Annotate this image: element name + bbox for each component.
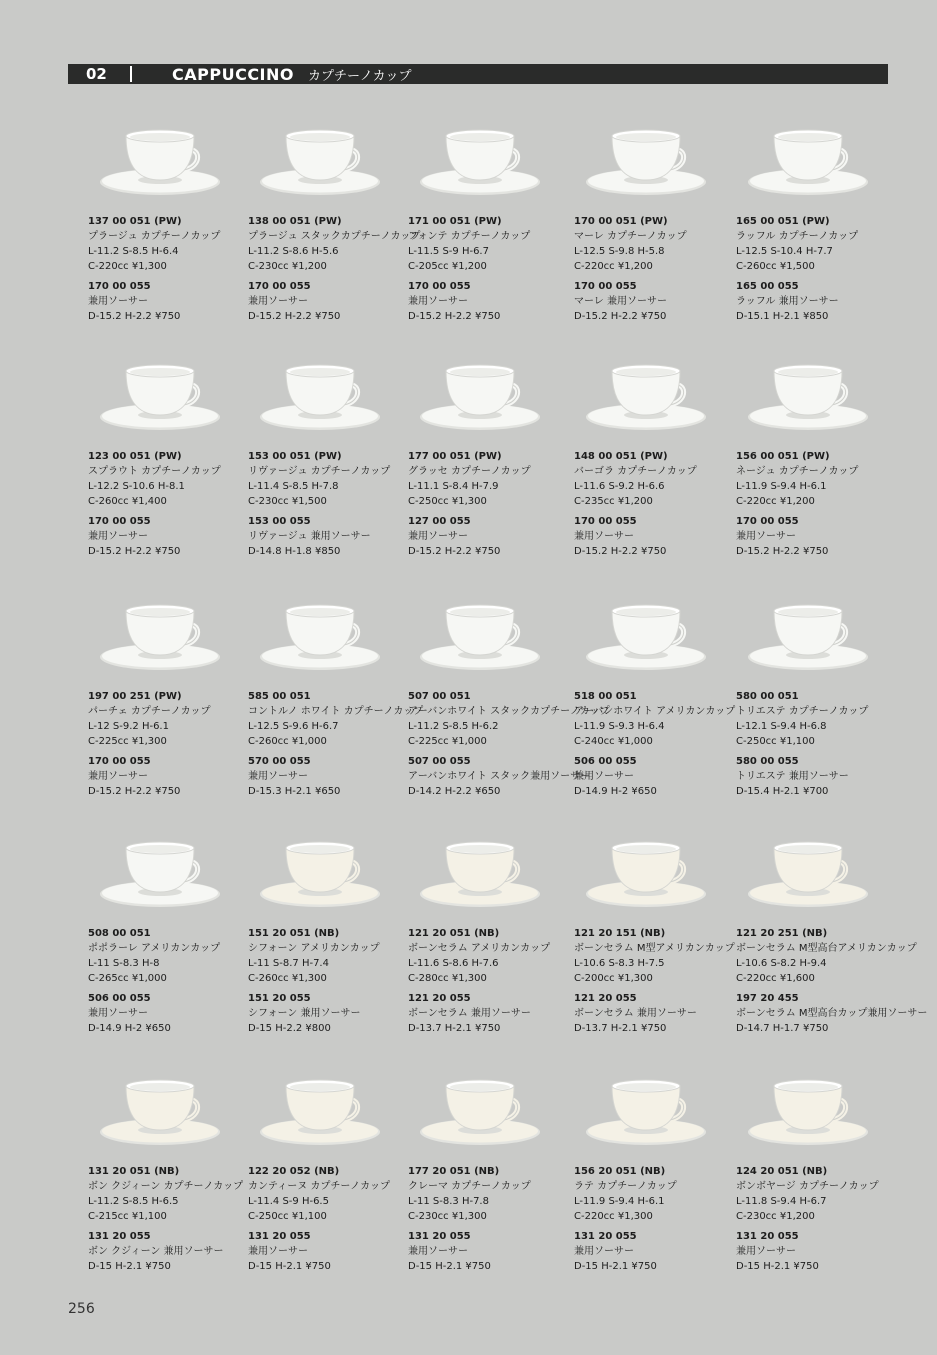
cup-capacity-price: C-230cc ¥1,500 (248, 496, 327, 507)
cup-capacity-price: C-220cc ¥1,200 (736, 496, 815, 507)
saucer-dimensions-price: D-15.2 H-2.2 ¥750 (88, 546, 181, 557)
cup-code: 148 00 051 (PW) (574, 451, 668, 462)
cup-capacity-price: C-260cc ¥1,500 (736, 261, 815, 272)
cup-code: 121 20 051 (NB) (408, 928, 500, 939)
cup-saucer-image (416, 118, 544, 208)
cup-name: アーバンホワイト アメリカンカップ (574, 706, 736, 717)
product-item (736, 353, 904, 573)
saucer-code: 131 20 055 (88, 1231, 151, 1242)
saucer-dimensions-price: D-15.2 H-2.2 ¥750 (408, 546, 501, 557)
product-item (736, 830, 928, 1050)
cup-dimensions: L-10.6 S-8.3 H-7.5 (574, 958, 665, 969)
cup-name: バーゴラ カプチーノカップ (574, 466, 697, 477)
saucer-dimensions-price: D-15.2 H-2.2 ¥750 (574, 546, 667, 557)
cup-capacity-price: C-265cc ¥1,000 (88, 973, 167, 984)
cup-dimensions: L-12.2 S-10.6 H-8.1 (88, 481, 185, 492)
saucer-dimensions-price: D-15.4 H-2.1 ¥700 (736, 786, 829, 797)
product-info (736, 689, 904, 799)
product-item (248, 353, 416, 573)
product-info (736, 926, 928, 1036)
saucer-dimensions-price: D-15.3 H-2.1 ¥650 (248, 786, 341, 797)
product-image (582, 830, 710, 920)
product-item (574, 118, 742, 338)
product-item (408, 1068, 576, 1288)
saucer-dimensions-price: D-15 H-2.1 ¥750 (574, 1261, 657, 1272)
saucer-code: 131 20 055 (408, 1231, 471, 1242)
saucer-code: 170 00 055 (248, 281, 311, 292)
product-info (574, 689, 742, 799)
cup-code: 165 00 051 (PW) (736, 216, 830, 227)
cup-code: 138 00 051 (PW) (248, 216, 342, 227)
cup-capacity-price: C-240cc ¥1,000 (574, 736, 653, 747)
product-info (408, 449, 576, 559)
product-info (574, 926, 742, 1036)
saucer-name: 兼用ソーサー (574, 531, 634, 542)
cup-dimensions: L-11 S-8.3 H-7.8 (408, 1196, 489, 1207)
product-info (408, 926, 576, 1036)
product-info (408, 1164, 576, 1274)
cup-saucer-image (416, 830, 544, 920)
cup-saucer-image (256, 593, 384, 683)
cup-dimensions: L-11.6 S-9.2 H-6.6 (574, 481, 665, 492)
cup-code: 170 00 051 (PW) (574, 216, 668, 227)
cup-dimensions: L-11.4 S-9 H-6.5 (248, 1196, 329, 1207)
product-image (416, 593, 544, 683)
saucer-code: 570 00 055 (248, 756, 311, 767)
product-info (248, 449, 416, 559)
product-item (408, 830, 576, 1050)
product-item (736, 118, 904, 338)
saucer-code: 170 00 055 (88, 756, 151, 767)
cup-saucer-image (744, 1068, 872, 1158)
saucer-dimensions-price: D-15.2 H-2.2 ¥750 (408, 311, 501, 322)
cup-dimensions: L-11.2 S-8.5 H-6.4 (88, 246, 179, 257)
product-item (248, 118, 421, 338)
cup-name: アーバンホワイト スタックカプチーノカップ (408, 706, 610, 717)
cup-code: 123 00 051 (PW) (88, 451, 182, 462)
product-item (408, 353, 576, 573)
product-item (88, 830, 256, 1050)
saucer-name: 兼用ソーサー (248, 1246, 308, 1257)
saucer-name: リヴァージュ 兼用ソーサー (248, 531, 371, 542)
product-info (88, 689, 256, 799)
cup-dimensions: L-11.5 S-9 H-6.7 (408, 246, 489, 257)
saucer-code: 165 00 055 (736, 281, 799, 292)
cup-saucer-image (582, 593, 710, 683)
cup-capacity-price: C-205cc ¥1,200 (408, 261, 487, 272)
product-image (416, 118, 544, 208)
cup-capacity-price: C-260cc ¥1,300 (248, 973, 327, 984)
product-grid (88, 118, 928, 1288)
saucer-name: ラッフル 兼用ソーサー (736, 296, 839, 307)
product-info (88, 926, 256, 1036)
saucer-code: 580 00 055 (736, 756, 799, 767)
saucer-name: 兼用ソーサー (248, 771, 308, 782)
section-title-jp: カプチーノカップ (308, 68, 412, 84)
cup-name: ポポラーレ アメリカンカップ (88, 943, 221, 954)
cup-saucer-image (582, 353, 710, 443)
cup-dimensions: L-11.6 S-8.6 H-7.6 (408, 958, 499, 969)
cup-dimensions: L-11.2 S-8.6 H-5.6 (248, 246, 339, 257)
cup-capacity-price: C-225cc ¥1,000 (408, 736, 487, 747)
saucer-name: 兼用ソーサー (408, 296, 468, 307)
cup-code: 121 20 151 (NB) (574, 928, 666, 939)
cup-name: クレーマ カプチーノカップ (408, 1181, 531, 1192)
cup-dimensions: L-12.5 S-10.4 H-7.7 (736, 246, 833, 257)
cup-name: ボーンセラム M型高台アメリカンカップ (736, 943, 917, 954)
saucer-code: 506 00 055 (88, 993, 151, 1004)
cup-name: グラッセ カプチーノカップ (408, 466, 531, 477)
cup-name: ラッフル カプチーノカップ (736, 231, 859, 242)
saucer-dimensions-price: D-14.8 H-1.8 ¥850 (248, 546, 341, 557)
product-info (248, 689, 424, 799)
saucer-dimensions-price: D-14.7 H-1.7 ¥750 (736, 1023, 829, 1034)
cup-saucer-image (416, 1068, 544, 1158)
saucer-code: 507 00 055 (408, 756, 471, 767)
saucer-code: 170 00 055 (574, 516, 637, 527)
product-info (736, 1164, 904, 1274)
product-image (256, 830, 384, 920)
cup-code: 171 00 051 (PW) (408, 216, 502, 227)
saucer-dimensions-price: D-15 H-2.1 ¥750 (408, 1261, 491, 1272)
cup-saucer-image (96, 593, 224, 683)
product-item (736, 593, 904, 813)
cup-name: シフォーン アメリカンカップ (248, 943, 380, 954)
product-image (744, 353, 872, 443)
saucer-dimensions-price: D-15 H-2.1 ¥750 (248, 1261, 331, 1272)
section-title: CAPPUCCINO (172, 64, 294, 84)
product-info (574, 1164, 742, 1274)
product-info (574, 449, 742, 559)
cup-code: 131 20 051 (NB) (88, 1166, 180, 1177)
cup-saucer-image (744, 118, 872, 208)
cup-dimensions: L-11.9 S-9.3 H-6.4 (574, 721, 665, 732)
saucer-dimensions-price: D-15.1 H-2.1 ¥850 (736, 311, 829, 322)
cup-capacity-price: C-220cc ¥1,300 (88, 261, 167, 272)
cup-dimensions: L-11 S-8.7 H-7.4 (248, 958, 329, 969)
product-image (744, 118, 872, 208)
product-image (96, 353, 224, 443)
cup-dimensions: L-11.8 S-9.4 H-6.7 (736, 1196, 827, 1207)
cup-capacity-price: C-220cc ¥1,200 (574, 261, 653, 272)
saucer-dimensions-price: D-15 H-2.1 ¥750 (88, 1261, 171, 1272)
saucer-code: 506 00 055 (574, 756, 637, 767)
cup-saucer-image (416, 353, 544, 443)
cup-code: 156 20 051 (NB) (574, 1166, 666, 1177)
product-image (582, 1068, 710, 1158)
cup-capacity-price: C-280cc ¥1,300 (408, 973, 487, 984)
saucer-code: 131 20 055 (574, 1231, 637, 1242)
cup-saucer-image (744, 353, 872, 443)
saucer-name: ボーンセラム 兼用ソーサー (574, 1008, 697, 1019)
saucer-name: 兼用ソーサー (408, 1246, 468, 1257)
cup-name: パーチェ カプチーノカップ (88, 706, 211, 717)
cup-dimensions: L-12.1 S-9.4 H-6.8 (736, 721, 827, 732)
cup-name: マーレ カプチーノカップ (574, 231, 687, 242)
cup-saucer-image (582, 830, 710, 920)
cup-saucer-image (744, 830, 872, 920)
saucer-dimensions-price: D-15.2 H-2.2 ¥750 (88, 786, 181, 797)
product-image (416, 1068, 544, 1158)
cup-capacity-price: C-260cc ¥1,000 (248, 736, 327, 747)
cup-name: トリエステ カプチーノカップ (736, 706, 869, 717)
cup-code: 508 00 051 (88, 928, 151, 939)
product-info (574, 214, 742, 324)
saucer-code: 121 20 055 (574, 993, 637, 1004)
product-item (574, 353, 742, 573)
product-image (744, 593, 872, 683)
product-info (736, 214, 904, 324)
page-number: 256 (68, 1301, 95, 1317)
saucer-dimensions-price: D-13.7 H-2.1 ¥750 (408, 1023, 501, 1034)
product-item (248, 593, 424, 813)
saucer-dimensions-price: D-15.2 H-2.2 ¥750 (248, 311, 341, 322)
saucer-dimensions-price: D-15 H-2.2 ¥800 (248, 1023, 331, 1034)
cup-code: 121 20 251 (NB) (736, 928, 828, 939)
cup-dimensions: L-12 S-9.2 H-6.1 (88, 721, 169, 732)
product-item (88, 1068, 256, 1288)
saucer-name: 兼用ソーサー (736, 531, 796, 542)
product-info (88, 1164, 256, 1274)
cup-code: 124 20 051 (NB) (736, 1166, 828, 1177)
cup-capacity-price: C-260cc ¥1,400 (88, 496, 167, 507)
saucer-name: 兼用ソーサー (88, 296, 148, 307)
cup-saucer-image (96, 118, 224, 208)
saucer-name: シフォーン 兼用ソーサー (248, 1008, 361, 1019)
cup-name: プラージュ スタックカプチーノカップ (248, 231, 421, 242)
header-divider (130, 66, 132, 82)
saucer-name: 兼用ソーサー (574, 1246, 634, 1257)
product-image (582, 353, 710, 443)
product-info (736, 449, 904, 559)
saucer-code: 170 00 055 (736, 516, 799, 527)
cup-saucer-image (256, 353, 384, 443)
cup-name: ボーンセラム アメリカンカップ (408, 943, 551, 954)
product-image (256, 353, 384, 443)
cup-dimensions: L-11 S-8.3 H-8 (88, 958, 160, 969)
saucer-name: 兼用ソーサー (574, 771, 634, 782)
product-item (88, 353, 256, 573)
cup-name: ネージュ カプチーノカップ (736, 466, 859, 477)
product-image (582, 118, 710, 208)
section-number: 02 (86, 65, 107, 83)
product-image (582, 593, 710, 683)
saucer-code: 151 20 055 (248, 993, 311, 1004)
product-item (736, 1068, 904, 1288)
cup-capacity-price: C-215cc ¥1,100 (88, 1211, 167, 1222)
cup-saucer-image (96, 1068, 224, 1158)
cup-name: ボンボヤージ カプチーノカップ (736, 1181, 879, 1192)
product-item (574, 1068, 742, 1288)
saucer-name: 兼用ソーサー (736, 1246, 796, 1257)
cup-capacity-price: C-230cc ¥1,300 (408, 1211, 487, 1222)
cup-saucer-image (416, 593, 544, 683)
cup-name: スプラウト カプチーノカップ (88, 466, 221, 477)
cup-capacity-price: C-200cc ¥1,300 (574, 973, 653, 984)
cup-code: 585 00 051 (248, 691, 311, 702)
cup-code: 137 00 051 (PW) (88, 216, 182, 227)
saucer-dimensions-price: D-15 H-2.1 ¥750 (736, 1261, 819, 1272)
cup-capacity-price: C-250cc ¥1,100 (248, 1211, 327, 1222)
product-item (248, 1068, 416, 1288)
saucer-name: トリエステ 兼用ソーサー (736, 771, 849, 782)
saucer-name: アーバンホワイト スタック兼用ソーサー (408, 771, 591, 782)
cup-code: 507 00 051 (408, 691, 471, 702)
cup-capacity-price: C-235cc ¥1,200 (574, 496, 653, 507)
cup-capacity-price: C-225cc ¥1,300 (88, 736, 167, 747)
cup-name: プラージュ カプチーノカップ (88, 231, 221, 242)
cup-code: 151 20 051 (NB) (248, 928, 340, 939)
product-image (256, 118, 384, 208)
cup-name: ボーンセラム M型アメリカンカップ (574, 943, 735, 954)
cup-code: 122 20 052 (NB) (248, 1166, 340, 1177)
product-item (88, 118, 256, 338)
saucer-code: 153 00 055 (248, 516, 311, 527)
cup-dimensions: L-11.9 S-9.4 H-6.1 (574, 1196, 665, 1207)
product-image (416, 830, 544, 920)
saucer-code: 170 00 055 (408, 281, 471, 292)
cup-code: 197 00 251 (PW) (88, 691, 182, 702)
saucer-code: 127 00 055 (408, 516, 471, 527)
product-item (574, 593, 742, 813)
product-item (574, 830, 742, 1050)
cup-dimensions: L-11.9 S-9.4 H-6.1 (736, 481, 827, 492)
cup-saucer-image (256, 830, 384, 920)
cup-code: 153 00 051 (PW) (248, 451, 342, 462)
cup-name: コントルノ ホワイト カプチーノカップ (248, 706, 424, 717)
saucer-dimensions-price: D-15.2 H-2.2 ¥750 (736, 546, 829, 557)
cup-capacity-price: C-250cc ¥1,100 (736, 736, 815, 747)
cup-code: 177 00 051 (PW) (408, 451, 502, 462)
saucer-name: 兼用ソーサー (88, 531, 148, 542)
cup-saucer-image (96, 830, 224, 920)
product-image (96, 1068, 224, 1158)
saucer-name: 兼用ソーサー (88, 1008, 148, 1019)
cup-name: ボン クジィーン カプチーノカップ (88, 1181, 244, 1192)
saucer-name: マーレ 兼用ソーサー (574, 296, 667, 307)
cup-saucer-image (96, 353, 224, 443)
saucer-code: 170 00 055 (574, 281, 637, 292)
product-image (96, 118, 224, 208)
saucer-code: 131 20 055 (248, 1231, 311, 1242)
cup-name: ラテ カプチーノカップ (574, 1181, 677, 1192)
cup-dimensions: L-11.2 S-8.5 H-6.5 (88, 1196, 179, 1207)
product-info (248, 926, 416, 1036)
saucer-code: 170 00 055 (88, 516, 151, 527)
saucer-name: 兼用ソーサー (88, 771, 148, 782)
cup-dimensions: L-11.4 S-8.5 H-7.8 (248, 481, 339, 492)
saucer-name: 兼用ソーサー (248, 296, 308, 307)
saucer-code: 131 20 055 (736, 1231, 799, 1242)
product-item (88, 593, 256, 813)
cup-code: 580 00 051 (736, 691, 799, 702)
product-info (88, 449, 256, 559)
saucer-dimensions-price: D-14.2 H-2.2 ¥650 (408, 786, 501, 797)
saucer-dimensions-price: D-13.7 H-2.1 ¥750 (574, 1023, 667, 1034)
product-image (96, 830, 224, 920)
cup-code: 518 00 051 (574, 691, 637, 702)
cup-name: リヴァージュ カプチーノカップ (248, 466, 391, 477)
cup-dimensions: L-12.5 S-9.6 H-6.7 (248, 721, 339, 732)
cup-dimensions: L-11.1 S-8.4 H-7.9 (408, 481, 499, 492)
saucer-name: ボーンセラム 兼用ソーサー (408, 1008, 531, 1019)
saucer-name: 兼用ソーサー (408, 531, 468, 542)
saucer-code: 170 00 055 (88, 281, 151, 292)
cup-saucer-image (582, 118, 710, 208)
product-info (88, 214, 256, 324)
cup-capacity-price: C-230cc ¥1,200 (736, 1211, 815, 1222)
saucer-dimensions-price: D-14.9 H-2 ¥650 (574, 786, 657, 797)
product-info (248, 1164, 416, 1274)
cup-dimensions: L-11.2 S-8.5 H-6.2 (408, 721, 499, 732)
cup-name: カンティーヌ カプチーノカップ (248, 1181, 390, 1192)
product-info (248, 214, 421, 324)
saucer-dimensions-price: D-15.2 H-2.2 ¥750 (574, 311, 667, 322)
product-image (256, 593, 384, 683)
cup-capacity-price: C-220cc ¥1,300 (574, 1211, 653, 1222)
cup-name: フォンテ カプチーノカップ (408, 231, 531, 242)
product-image (96, 593, 224, 683)
cup-code: 156 00 051 (PW) (736, 451, 830, 462)
cup-capacity-price: C-230cc ¥1,200 (248, 261, 327, 272)
cup-capacity-price: C-220cc ¥1,600 (736, 973, 815, 984)
product-info (408, 214, 576, 324)
cup-capacity-price: C-250cc ¥1,300 (408, 496, 487, 507)
product-image (416, 353, 544, 443)
saucer-code: 197 20 455 (736, 993, 799, 1004)
cup-saucer-image (582, 1068, 710, 1158)
saucer-name: ボン クジィーン 兼用ソーサー (88, 1246, 224, 1257)
product-item (408, 118, 576, 338)
product-image (744, 830, 872, 920)
cup-saucer-image (256, 118, 384, 208)
section-header (68, 64, 888, 84)
cup-saucer-image (744, 593, 872, 683)
cup-saucer-image (256, 1068, 384, 1158)
cup-code: 177 20 051 (NB) (408, 1166, 500, 1177)
saucer-dimensions-price: D-14.9 H-2 ¥650 (88, 1023, 171, 1034)
product-image (256, 1068, 384, 1158)
product-image (744, 1068, 872, 1158)
saucer-dimensions-price: D-15.2 H-2.2 ¥750 (88, 311, 181, 322)
saucer-name: ボーンセラム M型高台カップ兼用ソーサー (736, 1008, 928, 1019)
cup-dimensions: L-10.6 S-8.2 H-9.4 (736, 958, 827, 969)
product-item (248, 830, 416, 1050)
cup-dimensions: L-12.5 S-9.8 H-5.8 (574, 246, 665, 257)
saucer-code: 121 20 055 (408, 993, 471, 1004)
